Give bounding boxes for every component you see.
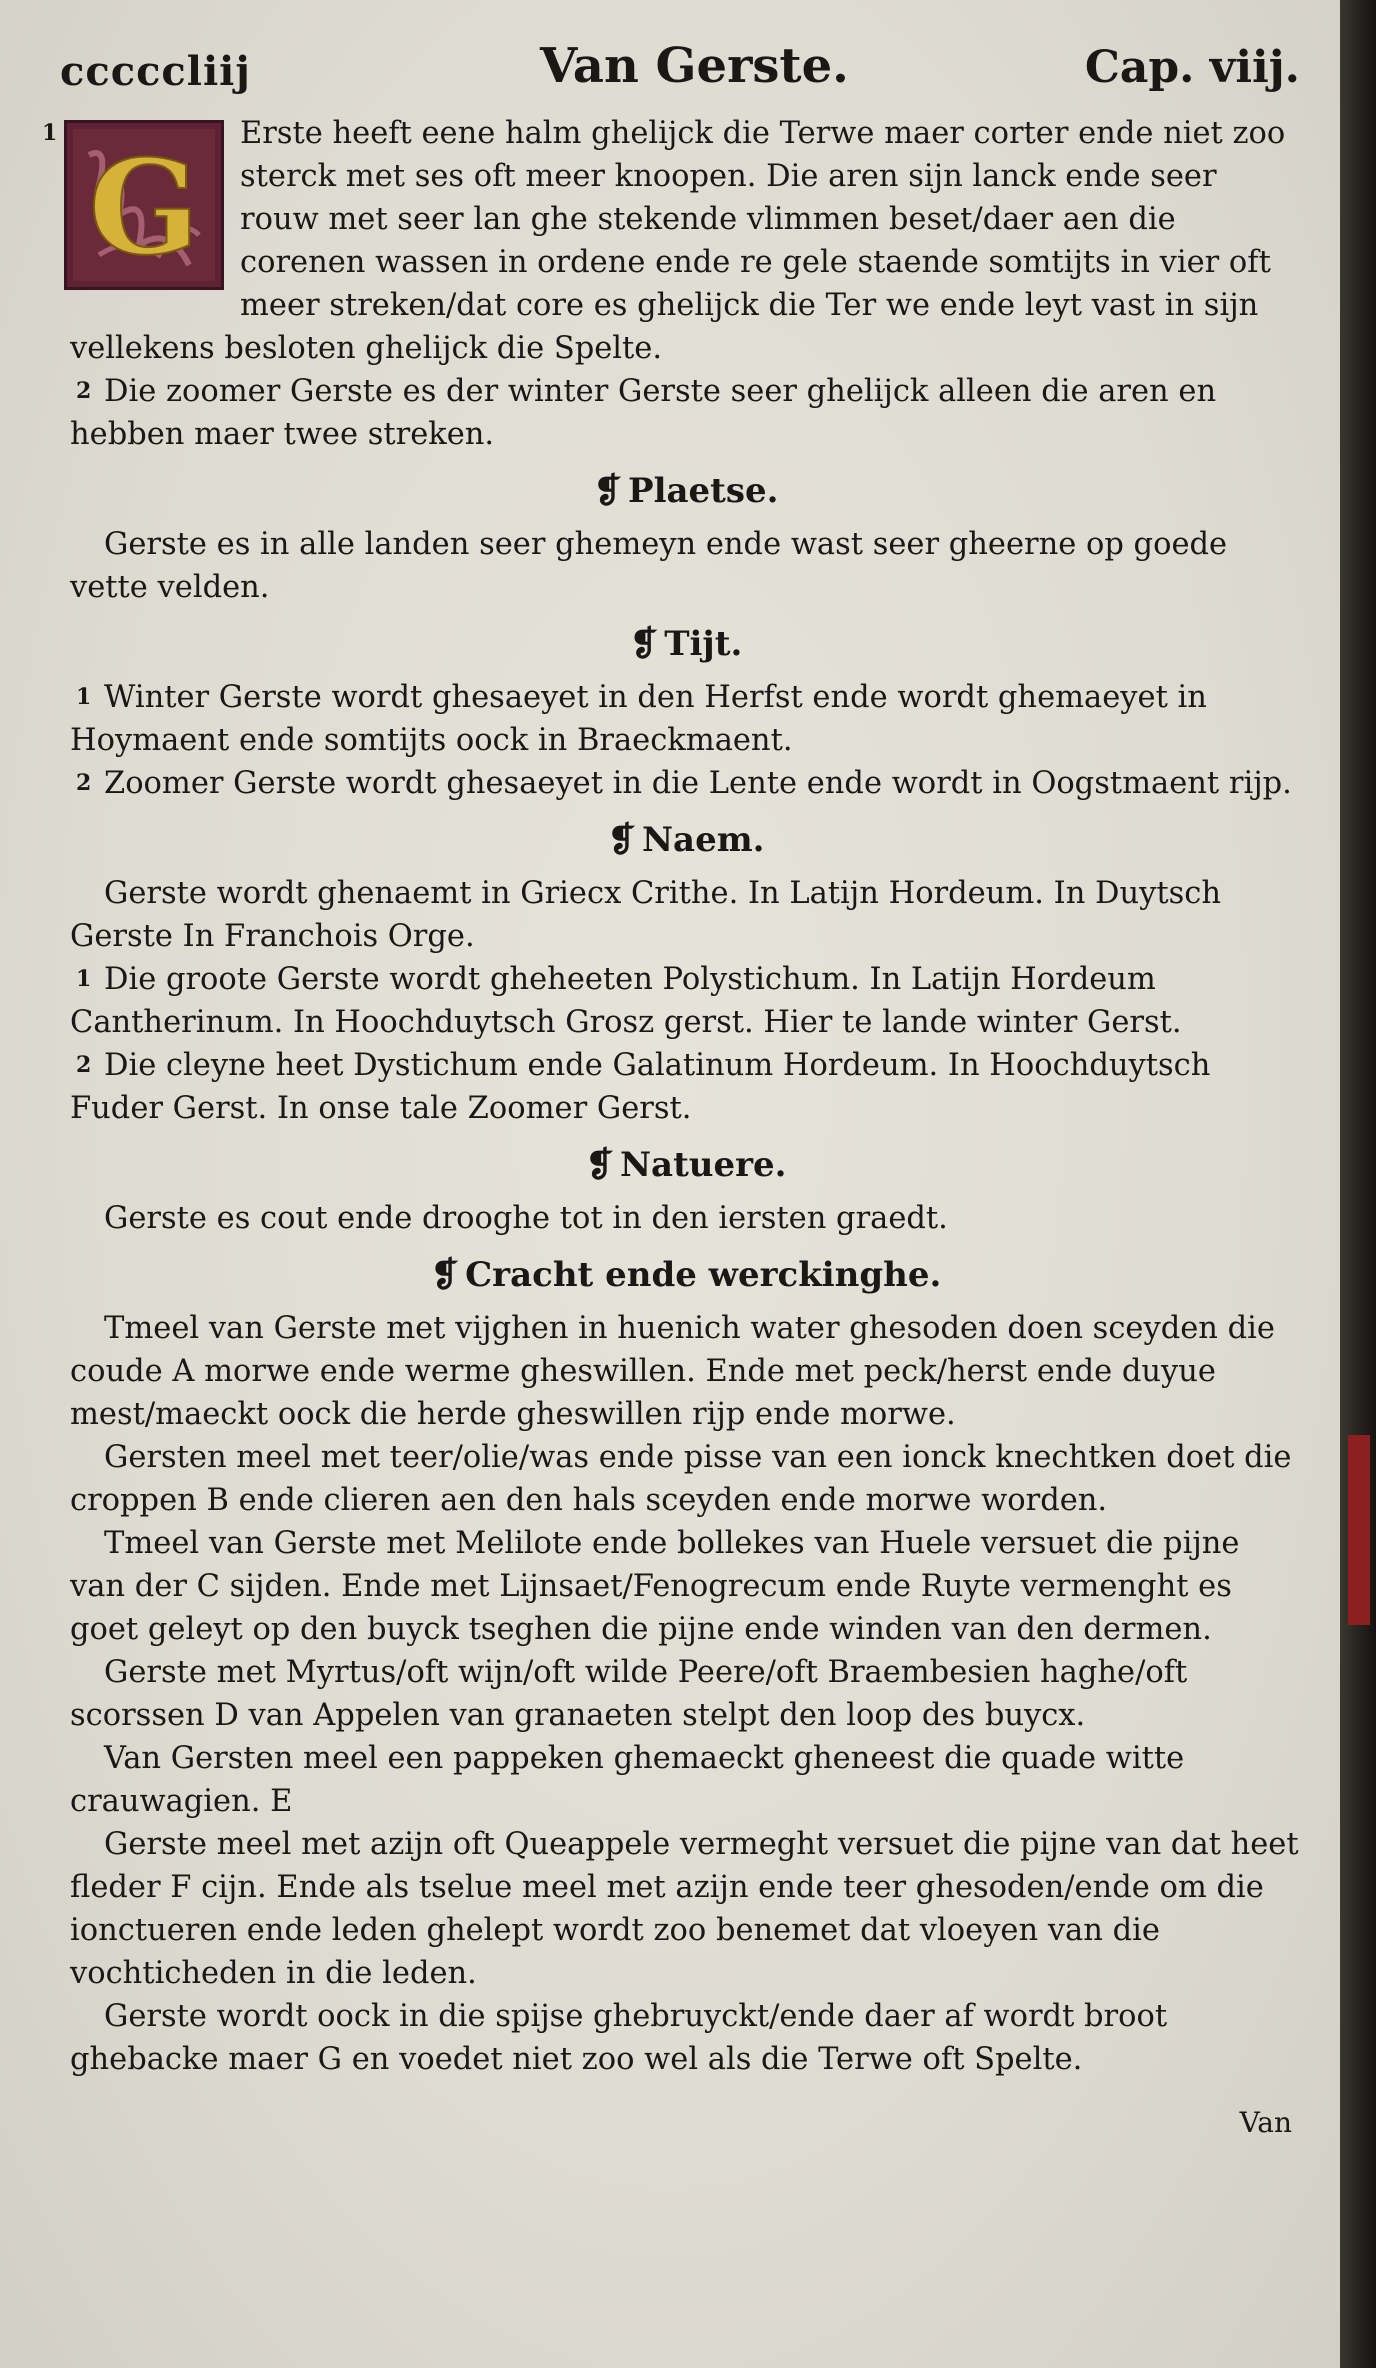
paragraph-text: Zoomer Gerste wordt ghesaeyet in die Lente ende wordt in Oogstmaent rijp. xyxy=(104,766,1292,801)
paragraph-number: 1 xyxy=(42,120,58,146)
paragraph-text: Gerste es cout ende drooghe tot in den iersten graedt. xyxy=(104,1201,948,1236)
section-paragraph xyxy=(70,1823,1302,1995)
paragraph-text: Gersten meel met teer/olie/was ende pisse van een ionck knechtken doet die croppen B ende clieren aen den hals sceyden ende morwe worden. xyxy=(70,1440,1292,1518)
intro-text: Erste heeft eene halm ghelijck die Terwe maer corter ende niet zoo sterck met ses oft meer knoopen. Die aren sijn lanck ende seer rouw met seer lan ghe stekende vlimmen beset/daer aen die corenen wassen in ordene ende re gele staende somtijts in vier oft meer streken/dat core es ghelijck die Ter we ende leyt vast in sijn vellekens besloten ghelijck die Spelte. xyxy=(70,116,1286,366)
facing-page-edge xyxy=(1340,0,1376,2368)
paragraph-text: Gerste es in alle landen seer ghemeyn ende wast seer gheerne op goede vette velden. xyxy=(70,527,1228,605)
decorated-initial xyxy=(64,120,224,290)
paragraph-text: Gerste met Myrtus/oft wijn/oft wilde Peere/oft Braembesien haghe/oft scorssen D van Appelen van granaeten stelpt den loop des buycx. xyxy=(70,1655,1188,1733)
pilcrow-icon: ❡ xyxy=(607,820,636,860)
paragraph-number: 2 xyxy=(76,770,92,796)
paragraph-text: Gerste wordt ghenaemt in Griecx Crithe. In Latijn Hordeum. In Duytsch Gerste In Franchois Orge. xyxy=(70,876,1222,954)
folio-number: cccccliij xyxy=(60,48,251,95)
paragraph-number: 1 xyxy=(76,684,92,710)
paragraph-text: Die groote Gerste wordt gheheeten Polystichum. In Latijn Hordeum Cantherinum. In Hoochduytsch Grosz gerst. Hier te lande winter Gerst. xyxy=(70,962,1182,1040)
paragraph-text: Tmeel van Gerste met vijghen in huenich water ghesoden doen sceyden die coude A morwe ende werme gheswillen. Ende met peck/herst ende duyue mest/maeckt oock die herde gheswillen rijp ende morwe. xyxy=(70,1311,1275,1432)
paragraph-number: 1 xyxy=(76,966,92,992)
catchword: Van xyxy=(1239,2106,1292,2139)
pilcrow-icon: ❡ xyxy=(585,1145,614,1185)
initial-letter: G xyxy=(88,131,200,284)
section-paragraph xyxy=(70,1197,1302,1240)
section-paragraph xyxy=(70,523,1302,609)
section-paragraph xyxy=(70,1995,1302,2081)
section-paragraph xyxy=(70,1522,1302,1651)
section-heading-plaetse: ❡ Plaetse. xyxy=(593,471,779,511)
section-paragraph xyxy=(70,762,1302,805)
section-paragraph xyxy=(70,1307,1302,1436)
page-header xyxy=(60,38,1300,108)
section-paragraph xyxy=(70,872,1302,958)
paragraph-text: Van Gersten meel een pappeken ghemaeckt gheneest die quade witte crauwagien. E xyxy=(70,1741,1185,1819)
section-paragraph xyxy=(70,1436,1302,1522)
section-heading-natuere: ❡ Natuere. xyxy=(585,1145,787,1185)
section-paragraph xyxy=(70,676,1302,762)
paragraph-number: 2 xyxy=(76,1052,92,1078)
paragraph-text: Gerste wordt oock in die spijse ghebruyckt/ende daer af wordt broot ghebacke maer G en voedet niet zoo wel als die Terwe oft Spelte. xyxy=(70,1999,1168,2077)
paragraph-text: Die cleyne heet Dystichum ende Galatinum Hordeum. In Hoochduytsch Fuder Gerst. In onse tale Zoomer Gerst. xyxy=(70,1048,1211,1126)
pilcrow-icon: ❡ xyxy=(629,624,659,664)
intro-paragraph-1 xyxy=(42,112,1302,370)
pilcrow-icon: ❡ xyxy=(430,1255,460,1295)
paragraph-text: Winter Gerste wordt ghesaeyet in den Herfst ende wordt ghemaeyet in Hoymaent ende somtijts oock in Braeckmaent. xyxy=(70,680,1207,758)
section-paragraph xyxy=(70,1737,1302,1823)
intro-paragraph-2 xyxy=(70,370,1302,456)
section-paragraph xyxy=(70,1044,1302,1130)
section-heading-cracht: ❡ Cracht ende werckinghe. xyxy=(430,1255,942,1295)
pilcrow-icon: ❡ xyxy=(593,471,623,511)
paragraph-text: Gerste meel met azijn oft Queappele vermeght versuet die pijne van dat heet fleder F cijn. Ende als tselue meel met azijn ende teer ghesoden/ende om die ionctueren ende leden ghelept wordt zoo benemet dat vloeyen van die vochticheden in die leden. xyxy=(70,1827,1299,1991)
facing-page-red-mark xyxy=(1348,1435,1370,1625)
main-text xyxy=(42,112,1302,2144)
paragraph-text: Tmeel van Gerste met Melilote ende bollekes van Huele versuet die pijne van der C sijden. Ende met Lijnsaet/Fenogrecum ende Ruyte vermenght es goet geleyt op den buyck tseghen die pijne ende winden van den dermen. xyxy=(70,1526,1240,1647)
section-paragraph xyxy=(70,958,1302,1044)
chapter-number: Cap. viij. xyxy=(1084,42,1300,93)
section-heading-tijt: ❡ Tijt. xyxy=(629,624,743,664)
section-paragraph xyxy=(70,1651,1302,1737)
intro-text: Die zoomer Gerste es der winter Gerste seer ghelijck alleen die aren en hebben maer twee streken. xyxy=(70,374,1217,452)
running-title: Van Gerste. xyxy=(540,38,849,94)
paragraph-number: 2 xyxy=(76,378,92,404)
section-heading-naem: ❡ Naem. xyxy=(607,820,765,860)
